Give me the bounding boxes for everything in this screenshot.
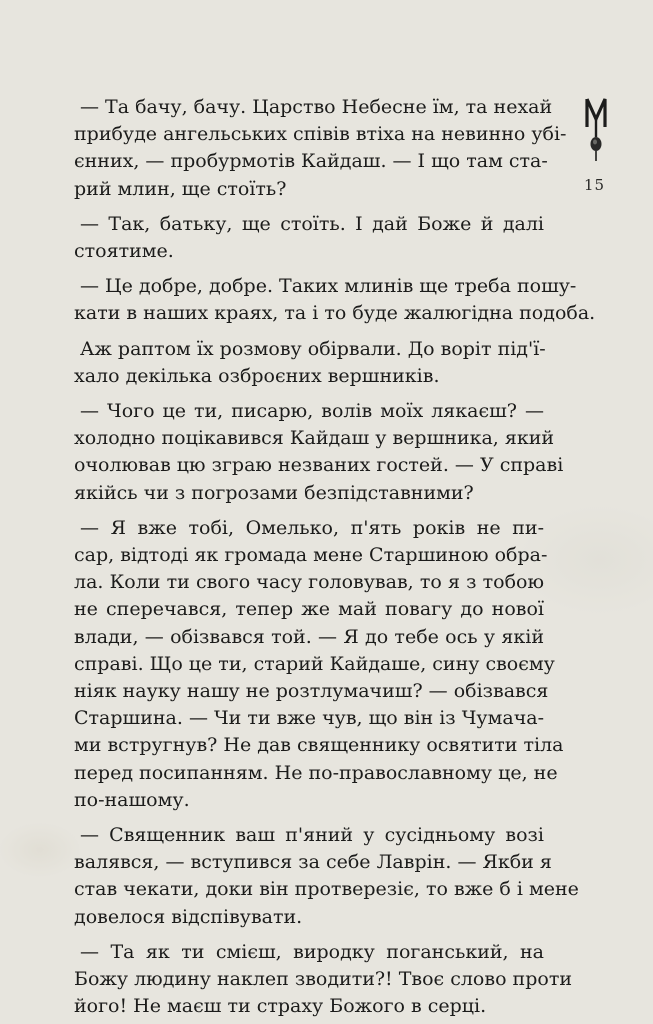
text-line: — Чого це ти, писарю, волів моїх лякаєш? — <box>80 400 544 423</box>
text-line: не сперечався, тепер же май повагу до нової <box>74 598 544 621</box>
text-line: ніяк науку нашу не розтлумачиш? — обізвався <box>74 680 549 703</box>
paragraph <box>74 94 567 203</box>
text-line: валявся, — вступився за себе Лаврін. — Якби я <box>74 851 552 874</box>
paragraph <box>74 211 544 265</box>
text-line: його! Не маєш ти страху Божого в серці. <box>74 995 487 1018</box>
text-line: — Це добре, добре. Таких млинів ще треба пошу- <box>80 275 577 298</box>
text-line: кати в наших краях, та і то буде жалюгідна подоба. <box>74 302 596 325</box>
text-line: довелося відспівувати. <box>74 905 303 928</box>
text-line: — Я вже тобі, Омелько, п'ять років не пи- <box>80 516 544 539</box>
page-number: 15 <box>584 176 606 194</box>
text-line: ми встругнув? Не дав священнику освятити тіла <box>74 734 564 757</box>
paragraph <box>74 273 596 327</box>
text-line: по-нашому. <box>74 788 190 811</box>
ornament-m-icon <box>584 97 608 163</box>
paragraph <box>74 822 579 931</box>
text-line: Старшина. — Чи ти вже чув, що він із Чумача- <box>74 707 544 730</box>
text-line: якійсь чи з погрозами безпідставними? <box>74 481 474 504</box>
text-line: — Так, батьку, ще стоїть. І дай Боже й далі <box>80 212 544 235</box>
text-line: перед посипанням. Не по-православному це, не <box>74 761 558 784</box>
text-line: холодно поцікавився Кайдаш у вершника, який <box>74 427 555 450</box>
text-line: справі. Що це ти, старий Кайдаше, сину своєму <box>74 652 555 675</box>
text-line: очолював цю зграю незваних гостей. — У справі <box>74 454 564 477</box>
text-line: — Та як ти смієш, виродку поганський, на <box>80 940 544 963</box>
paragraph <box>74 939 572 1021</box>
paragraph <box>74 336 544 390</box>
text-line: — Та бачу, бачу. Царство Небесне їм, та нехай <box>80 96 553 118</box>
text-line: — Священник ваш п'яний у сусідньому возі <box>80 824 544 847</box>
paragraph <box>74 515 564 814</box>
paragraph <box>74 398 564 507</box>
text-line: єнних, — пробурмотів Кайдаш. — І що там ста- <box>74 150 548 173</box>
text-line: Божу людину наклеп зводити?! Твоє слово проти <box>74 968 572 991</box>
text-line: прибуде ангельських співів втіха на невинно убі- <box>74 123 567 146</box>
text-line: став чекати, доки він протверезіє, то вже б і мене <box>74 878 579 901</box>
text-line: хало декілька озброєних вершників. <box>74 364 440 387</box>
text-line: рий млин, ще стоїть? <box>74 177 287 200</box>
text-line: влади, — обізвався той. — Я до тебе ось у якій <box>74 625 544 648</box>
text-line: Аж раптом їх розмову обірвали. До воріт під'ї- <box>80 337 546 360</box>
text-line: стоятиме. <box>74 240 174 263</box>
text-line: сар, відтоді як громада мене Старшиною обра- <box>74 544 548 567</box>
text-line: ла. Коли ти свого часу головував, то я з тобою <box>74 571 544 594</box>
